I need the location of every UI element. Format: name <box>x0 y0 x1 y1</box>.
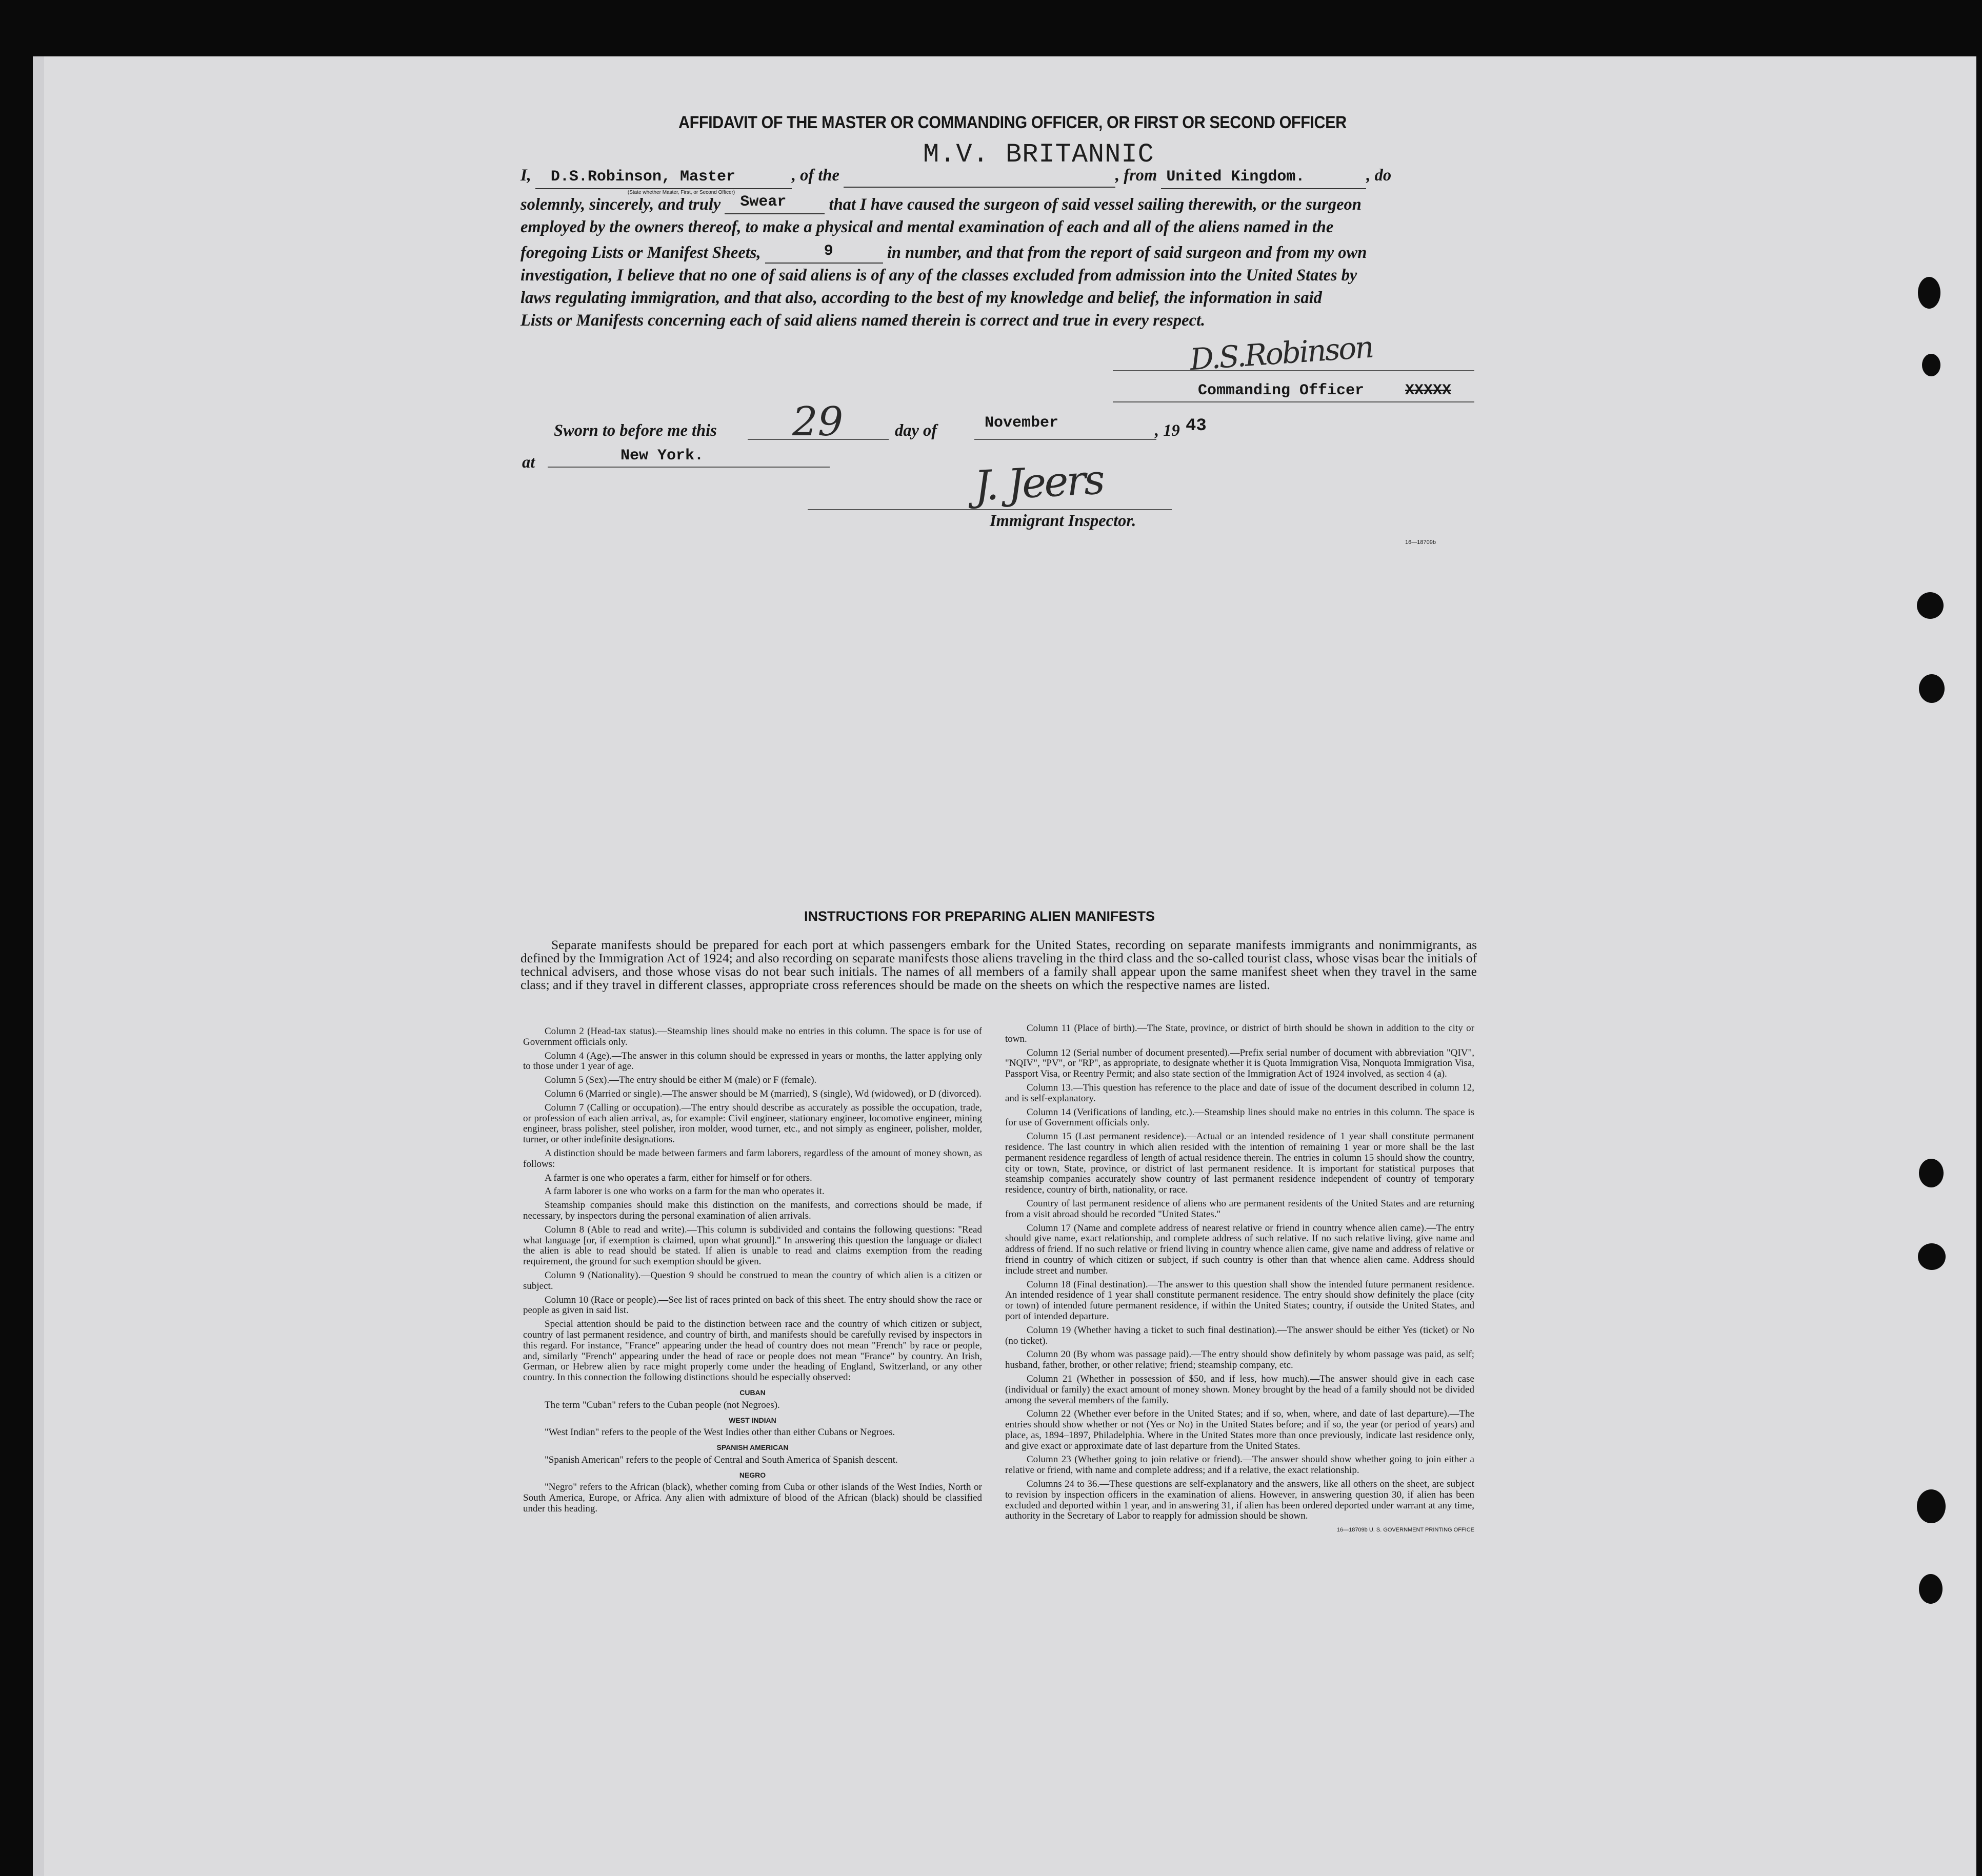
officer-title: Commanding Officer <box>1198 382 1365 399</box>
instruction-paragraph: Column 6 (Married or single).—The answer should be M (married), S (single), Wd (widowed), or D (divorced). <box>545 1088 982 1099</box>
affidavit-text: foregoing Lists or Manifest Sheets, <box>520 244 761 262</box>
instruction-paragraph: Column 2 (Head-tax status).—Steamship lines should make no entries in this column. The space is for use of Government officials only. <box>523 1026 982 1047</box>
inspector-signature: J. Jeers <box>973 455 1105 510</box>
instruction-paragraph: Column 4 (Age).—The answer in this column should be expressed in years or months, the latter applying only to those under 1 year of age. <box>523 1050 982 1072</box>
instruction-paragraph: Column 17 (Name and complete address of nearest relative or friend in country whence alien came).—The entry should give name, exact relationship, and complete address of such relative. If no such relative living, give name and address of friend. If no such relative or friend living in country whence alien came, give name and address of relative or friend in country of which citizen or subject, if such country is other than that whence alien came. Address should include street and number. <box>1005 1222 1474 1276</box>
place-line <box>548 467 830 468</box>
instruction-paragraph: Column 20 (By whom was passage paid).—The entry should show definitely by whom passage was paid, as self; husband, father, brother, or other relative; friend; steamship company, etc. <box>1005 1349 1474 1371</box>
binder-hole <box>1919 1574 1943 1604</box>
binder-hole <box>1917 1489 1946 1523</box>
instruction-paragraph: The term "Cuban" refers to the Cuban people (not Negroes). <box>545 1399 780 1410</box>
instruction-paragraph: A farm laborer is one who works on a farm for the man who operates it. <box>545 1186 825 1197</box>
instruction-paragraph: Column 5 (Sex).—The entry should be either M (male) or F (female). <box>545 1075 817 1086</box>
from-field <box>1161 164 1366 189</box>
inspector-title: Immigrant Inspector. <box>990 512 1136 530</box>
ship-field <box>844 164 1115 188</box>
instruction-paragraph: Column 13.—This question has reference to the place and date of issue of the document described in column 12, and is self-explanatory. <box>1005 1082 1474 1104</box>
binder-hole <box>1918 1243 1946 1270</box>
instruction-paragraph: Column 18 (Final destination).—The answer to this question shall show the intended future permanent residence. An intended residence of 1 year shall constitute permanent residence. The entry should show definitely the place (city or town) of intended future permanent residence, if within the United States; country, if outside the United States, and port of intended departure. <box>1005 1279 1474 1322</box>
instruction-paragraph: Column 22 (Whether ever before in the United States; and if so, when, where, and date of last departure).—The entries should show whether or not (Yes or No) in the United States before; and if so, the year (or period of years) and place, as, 1894–1897, Philadelphia. Where in the United States more than once previously, indicate last residence only, and give exact or approximate date of last departure from the United States. <box>1005 1408 1474 1451</box>
affidavit-text: I, <box>520 166 531 185</box>
day-of-label: day of <box>895 421 937 440</box>
instruction-paragraph: "Negro" refers to the African (black), whether coming from Cuba or other islands of the West Indies, North or South America, Europe, or Africa. Any alien with admixture of blood of the African (black) should be classified under this heading. <box>523 1482 982 1515</box>
affidavit-text: , do <box>1366 166 1392 185</box>
instruction-paragraph: "Spanish American" refers to the people of Central and South America of Spanish descent. <box>545 1454 898 1465</box>
affidavit-title: AFFIDAVIT OF THE MASTER OR COMMANDING OFFICER, OR FIRST OR SECOND OFFICER <box>678 113 1347 132</box>
oath: Swear <box>740 193 787 211</box>
sworn-month-line <box>974 439 1156 440</box>
master-signature: D.S.Robinson <box>1189 329 1374 377</box>
instruction-paragraph: Steamship companies should make this distinction on the manifests, and corrections should be made, if necessary, by inspectors during the personal examination of alien arrivals. <box>523 1200 982 1221</box>
oath-field <box>725 189 825 214</box>
affidavit-body <box>520 164 1474 332</box>
section-header: CUBAN <box>739 1388 766 1397</box>
instruction-paragraph: Column 9 (Nationality).—Question 9 should be construed to mean the country of which alien is a citizen or subject. <box>523 1269 982 1292</box>
instruction-paragraph: Column 19 (Whether having a ticket to such final destination).—The answer should be either Yes (ticket) or No (no ticket). <box>1005 1324 1474 1346</box>
instructions-right-column <box>1005 1023 1474 1539</box>
instruction-paragraph: Special attention should be paid to the distinction between race and the country of which citizen or subject, country of last permanent residence, and country of birth, and manifests should be carefully revised by inspectors in this regard. For instance, "France" appearing under the head of country does not mean "French" by race or people, and, similarly "French" appearing under the head of race or people does not mean "France" by country. An Irish, German, or Hebrew alien by race might properly come under the heading of England, Switzerland, or any other country. In this connection the following distinctions should be especially observed: <box>523 1319 982 1383</box>
from-country: United Kingdom. <box>1166 168 1305 186</box>
instruction-paragraph: Column 21 (Whether in possession of $50, and if less, how much).—The answer should give in each case (individual or family) the exact amount of money shown. Money brought by the head of a family should not be divided among the several members of the family. <box>1005 1373 1474 1406</box>
instruction-paragraph: Column 14 (Verifications of landing, etc.).—Steamship lines should make no entries in this column. The space is for use of Government officials only. <box>1005 1106 1474 1128</box>
instruction-paragraph: A farmer is one who operates a farm, either for himself or for others. <box>545 1172 812 1183</box>
ship-name-stamp: M.V. BRITANNIC <box>923 139 1154 170</box>
form-code: 16—18709b <box>1405 539 1436 546</box>
instruction-paragraph: Column 8 (Able to read and write).—This column is subdivided and contains the following questions: "Read what language [or, if exemption is claimed, upon what ground]." In answering this question the language or dialect the alien is able to read should be stated. If alien is unable to read and claims exemption from the reading requirement, the ground for such exemption should be given. <box>523 1224 982 1267</box>
affidavit-text: , from <box>1115 166 1157 185</box>
affidavit-text: Lists or Manifests concerning each of said aliens named therein is correct and true in every respect. <box>520 311 1206 330</box>
sworn-day: 29 <box>792 399 844 445</box>
instruction-paragraph: Column 10 (Race or people).—See list of races printed on back of this sheet. The entry should show the race or people as given in said list. <box>523 1294 982 1316</box>
sworn-place: New York. <box>620 447 704 465</box>
instructions-left-column <box>523 1026 982 1518</box>
instruction-paragraph: Column 11 (Place of birth).—The State, province, or district of birth should be shown in addition to the city or town. <box>1005 1023 1474 1044</box>
instruction-paragraph: "West Indian" refers to the people of the West Indies other than either Cubans or Negroes. <box>545 1427 895 1438</box>
signature-line <box>1113 370 1474 371</box>
affidavit-text: solemnly, sincerely, and truly <box>520 195 721 214</box>
affidavit-text: that I have caused the surgeon of said vessel sailing therewith, or the surgeon <box>829 195 1362 214</box>
sheet-edge <box>33 56 44 1876</box>
sworn-label: Sworn to before me this <box>554 421 717 440</box>
sheets-count-field <box>765 238 883 264</box>
affidavit-text: employed by the owners thereof, to make a physical and mental examination of each and all of the aliens named in the <box>520 218 1334 236</box>
instruction-paragraph: Column 12 (Serial number of document presented).—Prefix serial number of document with abbreviation "QIV", "NQIV", "PV", or "RP", as appropriate, to designate whether it is Quota Immigration Visa, Nonquota Immigration Visa, Passport Visa, or Reentry Permit; and also state section of the Immigration Act of 1924 involved, as section 4 (a). <box>1005 1047 1474 1080</box>
master-name-field <box>535 164 792 195</box>
at-label: at <box>522 453 535 472</box>
instruction-paragraph: Column 23 (Whether going to join relative or friend).—The answer should show whether going to join either a relative or friend, with name and complete address; and if a relative, the exact relationship. <box>1005 1454 1474 1476</box>
section-header: SPANISH AMERICAN <box>716 1443 789 1452</box>
binder-hole <box>1917 592 1944 619</box>
intro-paragraph: Separate manifests should be prepared for each port at which passengers embark for the United States, recording on separate manifests immigrants and nonimmigrants, as defined by the Immigration Act of 1924; and also recording on separate manifests those aliens traveling in the third class and the so-called tourist class, whose visas bear the initials of technical advisers, and those whose visas do not bear such initials. The names of all members of a family shall appear upon the same manifest sheet when they travel in the same class; and if they travel in different classes, appropriate cross references should be made on the sheets on which the respective names are listed. <box>520 937 1477 992</box>
sworn-month: November <box>985 414 1059 432</box>
officer-title-struck: XXXXX <box>1405 382 1452 399</box>
instruction-paragraph: Column 7 (Calling or occupation).—The entry should describe as accurately as possible the occupation, trade, or profession of each alien arrival, as, for example: Civil engineer, stationary engineer, locomotive engineer, mining engineer, brass polisher, steel polisher, iron molder, wood turner, etc., and not simply as engineer, polisher, molder, turner, or other indefinite designations. <box>523 1102 982 1145</box>
instruction-paragraph: Country of last permanent residence of aliens who are permanent residents of the United States and are returning from a visit abroad should be recorded "United States." <box>1005 1198 1474 1220</box>
instruction-paragraph: Columns 24 to 36.—These questions are self-explanatory and the answers, like all others on the sheet, are subject to revision by inspection officers in the examination of aliens. However, in answering question 30, if alien has been excluded and deported within 1 year, and in answering 31, if alien has been ordered deported under warrant at any time, authority in the Secretary of Labor to reapply for admission should be shown. <box>1005 1479 1474 1522</box>
printing-office-code: 16—18709b U. S. GOVERNMENT PRINTING OFFICE <box>1336 1527 1474 1534</box>
master-note: (State whether Master, First, or Second Officer) <box>627 190 735 195</box>
binder-hole <box>1919 1159 1944 1187</box>
instruction-paragraph: A distinction should be made between farmers and farm laborers, regardless of the amount of money shown, as follows: <box>523 1147 982 1169</box>
binder-hole <box>1918 277 1940 309</box>
affidavit-text: , of the <box>791 166 839 185</box>
section-header: WEST INDIAN <box>729 1416 776 1424</box>
year-prefix: , 19 <box>1155 421 1180 440</box>
sheets-count: 9 <box>824 243 833 260</box>
affidavit-text: in number, and that from the report of said surgeon and from my own <box>887 244 1367 262</box>
binder-hole <box>1922 354 1940 376</box>
instructions-title: INSTRUCTIONS FOR PREPARING ALIEN MANIFESTS <box>804 909 1155 924</box>
instructions-intro <box>520 938 1477 992</box>
binder-hole <box>1919 674 1945 703</box>
year-suffix: 43 <box>1186 416 1207 436</box>
officer-title-line <box>1113 401 1474 402</box>
inspector-line <box>808 509 1172 510</box>
affidavit-text: laws regulating immigration, and that also, according to the best of my knowledge and belief, the information in said <box>520 289 1322 307</box>
master-name: D.S.Robinson, Master <box>550 168 735 186</box>
section-header: NEGRO <box>739 1470 766 1479</box>
affidavit-text: investigation, I believe that no one of said aliens is of any of the classes excluded from admission into the United States by <box>520 266 1357 285</box>
instruction-paragraph: Column 15 (Last permanent residence).—Actual or an intended residence of 1 year shall constitute permanent residence. The last country in which alien resided with the intention of remaining 1 year or more shall be the last permanent residence regardless of length of actual residence therein. The entries in column 15 should show the country, city or town, State, province, or district of last permanent residence. It is important for statistical purposes that steamship companies accurately show country of last permanent residence independent of country of temporary residence, country of birth, nationality, or race. <box>1005 1131 1474 1196</box>
